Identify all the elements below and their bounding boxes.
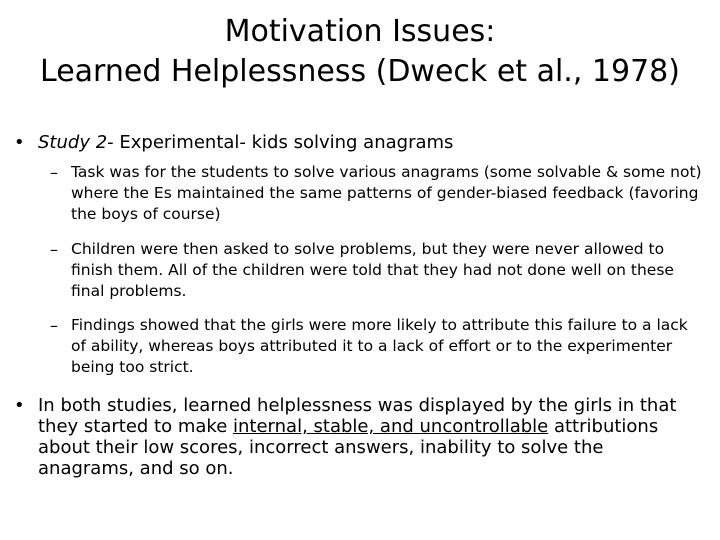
bullet-text <box>38 132 453 153</box>
sub-point-findings <box>50 315 706 378</box>
dash-icon: – <box>50 163 58 182</box>
dash-icon: – <box>50 316 58 335</box>
slide-title <box>0 12 720 92</box>
bullet-both-studies <box>14 395 694 479</box>
study-description: - Experimental- kids solving anagrams <box>107 132 454 153</box>
sub-point-text: Children were then asked to solve problems, but they were never allowed to finish them. All of the children were told that they had not done well on these final problems. <box>71 240 674 300</box>
bullet-study-2 <box>14 132 704 153</box>
study-label: Study 2 <box>38 132 108 153</box>
sub-point-text: Findings showed that the girls were more likely to attribute this failure to a lack of ability, whereas boys attributed it to a lack of effort or to the experimenter being too strict. <box>71 316 688 376</box>
sub-point-text: Task was for the students to solve various anagrams (some solvable & some not) where the Es maintained the same patterns of gender-biased feedback (favoring the boys of course) <box>71 163 702 223</box>
title-line-1: Motivation Issues: <box>224 14 496 49</box>
bullet2-after: attributions about their low scores, incorrect answers, inability to solve the anagrams, and so on. <box>38 416 659 479</box>
attribution-types: internal, stable, and uncontrollable <box>233 416 549 437</box>
bullet2-before: In both studies, learned helplessness was displayed by the girls in that they started to make <box>38 395 677 437</box>
bullet-icon: • <box>14 132 25 153</box>
bullet-icon: • <box>14 395 25 416</box>
title-line-2: Learned Helplessness (Dweck et al., 1978) <box>40 54 680 89</box>
sub-point-task <box>50 162 706 225</box>
sub-point-children <box>50 239 706 302</box>
bullet-text <box>38 395 694 479</box>
dash-icon: – <box>50 240 58 259</box>
